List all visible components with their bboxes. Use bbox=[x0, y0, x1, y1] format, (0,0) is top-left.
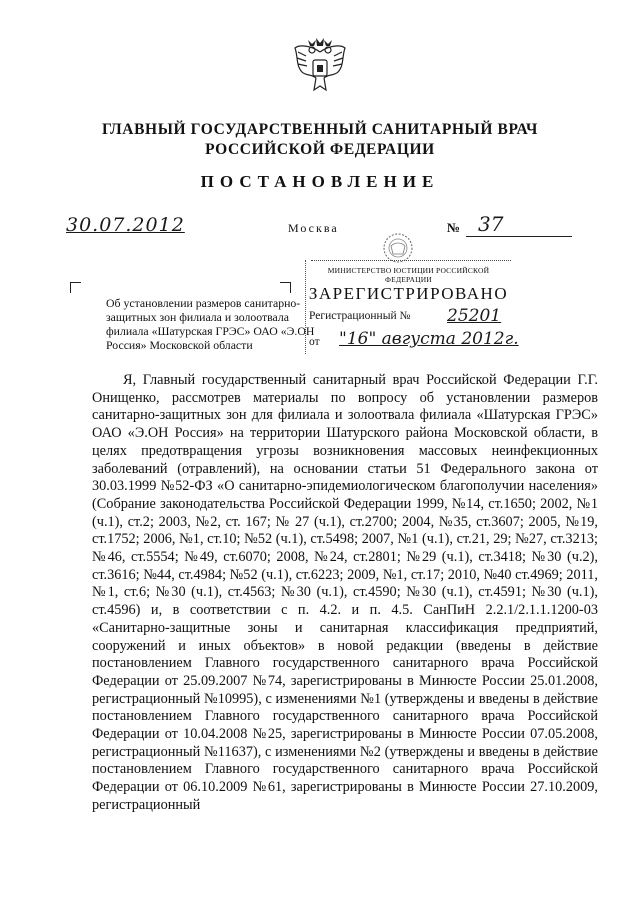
stamp-reg-date: "16" августа 2012г. bbox=[339, 329, 519, 349]
stamp-ministry: МИНИСТЕРСТВО ЮСТИЦИИ РОССИЙСКОЙ ФЕДЕРАЦИИ bbox=[327, 266, 490, 284]
stamp-reg-number-label: Регистрационный № bbox=[309, 310, 411, 322]
stamp-registered-label: ЗАРЕГИСТРИРОВАНО bbox=[308, 284, 509, 303]
stamp-from-label: от bbox=[309, 336, 320, 348]
issuer-title-line2: РОССИЙСКОЙ ФЕДЕРАЦИИ bbox=[205, 141, 435, 158]
coat-of-arms-emblem bbox=[292, 38, 348, 100]
document-type-heading: ПОСТАНОВЛЕНИЕ bbox=[200, 172, 440, 191]
document-subject: Об установлении размеров санитарно-защитных зон филиала и золоотвала филиала «Шатурская ГРЭС» ОАО «Э.ОН Россия» Московской области bbox=[106, 296, 315, 352]
registration-stamp bbox=[305, 232, 519, 360]
document-number: 37 bbox=[478, 212, 504, 236]
stamp-reg-number: 25201 bbox=[447, 306, 502, 326]
document-number-label: № bbox=[447, 220, 461, 235]
document-city: Москва bbox=[288, 221, 339, 235]
subject-bracket-left bbox=[70, 282, 81, 293]
document-date: 30.07.2012 bbox=[66, 214, 185, 236]
issuer-title-line1: ГЛАВНЫЙ ГОСУДАРСТВЕННЫЙ САНИТАРНЫЙ ВРАЧ bbox=[102, 121, 538, 138]
document-body-paragraph: Я, Главный государственный санитарный врач Российской Федерации Г.Г. Онищенко, рассмотрев материалы по вопросу об установлении размеров санитарно-защитных зон для филиала и золоотвала филиала «Шатурская ГРЭС» ОАО «Э.ОН Россия» на территории Шатурского района Московской области, в целях предотвращения угрозы возникновения массовых неинфекционных заболеваний (отравлений), на основании статьи 51 Федерального закона от 30.03.1999 №52-ФЗ «О санитарно-эпидемиологическом благополучии населения» (Собрание законодательства Российской Федерации 1999, №14, ст.1650; 2002, №1 (ч.1), ст.2; 2003, №2, ст. 167; № 27 (ч.1), ст.2700; 2004, №35, ст.3607; 2005, №19, ст.1752; 2006, №1, ст.10; №52 (ч.1), ст.5498; 2007, №1 (ч.1), ст.21, 29; №27, ст.3213; №46, ст.5554; №49, ст.6070; 2008, №24, ст.2801; №29 (ч.1), ст.3418; №30 (ч.2), ст.3616; №44, ст.4984; №52 (ч.1), ст.6223; 2009, №1, ст.17; 2010, №40 ст.4969; 2011, №1, ст.6; №30 (ч.1), ст.4563; №30 (ч.1), ст.4590; №30 (ч.1), ст.4591; №30 (ч.1), ст.4596) и, в соответствии с п. 4.2. и п. 4.5. СанПиН 2.2.1/2.1.1.1200-03 «Санитарно-защитные зоны и санитарная классификация предприятий, сооружений и иных объектов» в новой редакции (введены в действие постановлением Главного государственного санитарного врача Российской Федерации от 25.09.2007 №74, зарегистрированы в Минюсте России 25.01.2008, регистрационный №10995), с изменениями №1 (утверждены и введены в действие постановлением Главного государственного санитарного врача Российской Федерации от 10.04.2008 №25, зарегистрированы в Минюсте России 07.05.2008, регистрационный №11637), с изменениями №2 (утверждены и введены в действие постановлением Главного государственного санитарного врача Российской Федерации от 06.10.2009 №61, зарегистрированы в Минюсте России 27.10.2009, регистрационный bbox=[92, 372, 598, 813]
subject-bracket-right bbox=[280, 282, 291, 293]
stamp-top-border bbox=[311, 260, 511, 261]
